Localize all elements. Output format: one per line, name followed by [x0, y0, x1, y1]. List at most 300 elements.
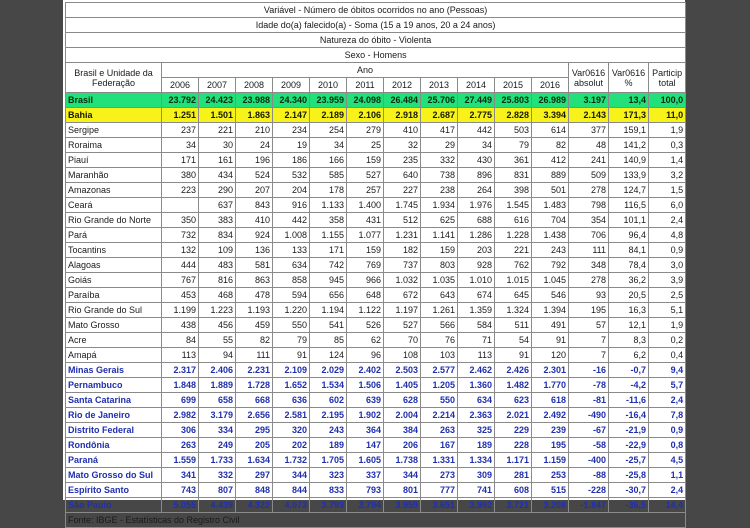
value-cell: 281 [495, 468, 532, 483]
value-cell: 29 [421, 138, 458, 153]
value-cell: 699 [162, 393, 199, 408]
value-cell: 221 [495, 243, 532, 258]
value-cell: 3.794 [347, 498, 384, 513]
var-absolute-header: Var0616 absolut [569, 63, 609, 93]
value-cell: 1.193 [236, 303, 273, 318]
value-cell: 1.261 [421, 303, 458, 318]
var-absolute-cell: -88 [569, 468, 609, 483]
region-name-cell: Santa Catarina [66, 393, 162, 408]
value-cell: 332 [199, 468, 236, 483]
value-cell: 171 [162, 153, 199, 168]
value-cell: 616 [495, 213, 532, 228]
value-cell: 1.506 [347, 378, 384, 393]
participation-cell: 7,8 [649, 408, 686, 423]
value-cell: 383 [199, 213, 236, 228]
value-cell: 91 [532, 333, 569, 348]
value-cell: 566 [421, 318, 458, 333]
value-cell: 297 [236, 468, 273, 483]
var-absolute-cell: -67 [569, 423, 609, 438]
value-cell: 1.251 [162, 108, 199, 123]
value-cell: 737 [384, 258, 421, 273]
table-row [66, 363, 686, 378]
value-cell: 2.106 [347, 108, 384, 123]
value-cell: 228 [495, 438, 532, 453]
value-cell: 237 [162, 123, 199, 138]
value-cell: 640 [384, 168, 421, 183]
table-row [66, 453, 686, 468]
var-percent-cell: -22,9 [609, 438, 649, 453]
var-percent-cell: 12,1 [609, 318, 649, 333]
var-percent-cell: 96,4 [609, 228, 649, 243]
var-absolute-cell: -400 [569, 453, 609, 468]
value-cell: 62 [347, 333, 384, 348]
value-cell: 478 [236, 288, 273, 303]
value-cell: 858 [273, 273, 310, 288]
participation-cell: 2,4 [649, 393, 686, 408]
value-cell: 1.605 [347, 453, 384, 468]
value-cell: 2.363 [458, 408, 495, 423]
region-name-cell: Pará [66, 228, 162, 243]
value-cell: 136 [236, 243, 273, 258]
value-cell: 195 [532, 438, 569, 453]
value-cell: 320 [273, 423, 310, 438]
value-cell: 24.423 [199, 93, 236, 108]
participation-cell: 2,5 [649, 288, 686, 303]
participation-cell: 11,0 [649, 108, 686, 123]
region-name-cell: Mato Grosso [66, 318, 162, 333]
value-cell: 1.634 [236, 453, 273, 468]
region-name-cell: Espírito Santo [66, 483, 162, 498]
value-cell: 2.109 [273, 363, 310, 378]
value-cell: 1.889 [199, 378, 236, 393]
table-row [66, 198, 686, 213]
value-cell: 658 [199, 393, 236, 408]
value-cell: 178 [310, 183, 347, 198]
value-cell: 618 [532, 393, 569, 408]
value-cell: 1.141 [421, 228, 458, 243]
value-cell: 1.770 [532, 378, 569, 393]
value-cell: 532 [273, 168, 310, 183]
title-age: Idade do(a) falecido(a) - Soma (15 a 19 anos, 20 a 24 anos) [66, 18, 686, 33]
value-cell: 453 [162, 288, 199, 303]
value-cell: 103 [421, 348, 458, 363]
value-cell: 1.228 [495, 228, 532, 243]
value-cell: 1.032 [384, 273, 421, 288]
value-cell: 1.220 [273, 303, 310, 318]
participation-cell: 0,9 [649, 243, 686, 258]
value-cell: 243 [310, 423, 347, 438]
value-cell: 1.199 [162, 303, 199, 318]
region-name-cell: Goiás [66, 273, 162, 288]
var-percent-cell: 124,7 [609, 183, 649, 198]
value-cell: 1.331 [421, 453, 458, 468]
value-cell: 2.462 [458, 363, 495, 378]
value-cell: 550 [421, 393, 458, 408]
value-cell: 2.828 [495, 108, 532, 123]
var-percent-cell: 171,3 [609, 108, 649, 123]
value-cell: 253 [532, 468, 569, 483]
value-cell: 34 [162, 138, 199, 153]
value-cell: 608 [495, 483, 532, 498]
year-header-cell: 2010 [310, 78, 347, 93]
value-cell: 793 [347, 483, 384, 498]
value-cell: 166 [310, 153, 347, 168]
value-cell: 668 [236, 393, 273, 408]
value-cell: 636 [273, 393, 310, 408]
table-row [66, 468, 686, 483]
title-nature: Natureza do óbito - Violenta [66, 33, 686, 48]
value-cell: 459 [236, 318, 273, 333]
participation-cell: 3,9 [649, 273, 686, 288]
value-cell: 614 [532, 123, 569, 138]
value-cell: 442 [458, 123, 495, 138]
value-cell: 503 [495, 123, 532, 138]
value-cell: 2.503 [384, 363, 421, 378]
value-cell: 762 [495, 258, 532, 273]
value-cell: 132 [162, 243, 199, 258]
value-cell: 384 [384, 423, 421, 438]
value-cell: 1.286 [458, 228, 495, 243]
value-cell: 417 [421, 123, 458, 138]
var-absolute-cell: 241 [569, 153, 609, 168]
value-cell: 109 [199, 243, 236, 258]
var-percent-cell: -25,8 [609, 468, 649, 483]
value-cell: 1.324 [495, 303, 532, 318]
var-absolute-cell: 195 [569, 303, 609, 318]
table-row [66, 183, 686, 198]
var-percent-cell: 84,1 [609, 243, 649, 258]
year-header-cell: 2014 [458, 78, 495, 93]
participation-cell: 0,8 [649, 438, 686, 453]
region-name-cell: Mato Grosso do Sul [66, 468, 162, 483]
value-cell: 3.959 [384, 498, 421, 513]
participation-cell: 3,0 [649, 258, 686, 273]
region-name-cell: Amapá [66, 348, 162, 363]
value-cell: 625 [421, 213, 458, 228]
var-absolute-cell: 93 [569, 288, 609, 303]
var-absolute-cell: 348 [569, 258, 609, 273]
value-cell: 1.010 [458, 273, 495, 288]
value-cell: 205 [236, 438, 273, 453]
table-row [66, 408, 686, 423]
value-cell: 1.534 [310, 378, 347, 393]
table-row [66, 438, 686, 453]
value-cell: 491 [532, 318, 569, 333]
value-cell: 79 [273, 333, 310, 348]
participation-header: Particip total [649, 63, 686, 93]
var-percent-cell: 116,5 [609, 198, 649, 213]
region-name-cell: Piauí [66, 153, 162, 168]
value-cell: 1.205 [421, 378, 458, 393]
value-cell: 777 [421, 483, 458, 498]
var-absolute-cell: 57 [569, 318, 609, 333]
value-cell: 431 [347, 213, 384, 228]
region-header: Brasil e Unidade da Federação [66, 63, 162, 93]
table-row [66, 378, 686, 393]
value-cell: 159 [347, 153, 384, 168]
value-cell: 70 [384, 333, 421, 348]
var-percent-cell: -16,4 [609, 408, 649, 423]
table-row [66, 423, 686, 438]
value-cell: 306 [162, 423, 199, 438]
value-cell: 2.775 [458, 108, 495, 123]
value-cell: 1.400 [347, 198, 384, 213]
value-cell: 672 [384, 288, 421, 303]
value-cell: 546 [532, 288, 569, 303]
value-cell: 108 [384, 348, 421, 363]
var-percent-header: Var0616 % [609, 63, 649, 93]
value-cell: 2.189 [310, 108, 347, 123]
var-absolute-cell: 354 [569, 213, 609, 228]
value-cell: 79 [495, 138, 532, 153]
value-cell: 167 [421, 438, 458, 453]
value-cell: 1.159 [532, 453, 569, 468]
value-cell: 364 [347, 423, 384, 438]
value-cell: 341 [162, 468, 199, 483]
value-cell: 249 [199, 438, 236, 453]
value-cell: 1.934 [421, 198, 458, 213]
region-name-cell: Tocantins [66, 243, 162, 258]
region-name-cell: Bahia [66, 108, 162, 123]
table-row [66, 243, 686, 258]
value-cell: 1.652 [273, 378, 310, 393]
participation-cell: 9,4 [649, 363, 686, 378]
value-cell: 264 [458, 183, 495, 198]
value-cell: 239 [532, 423, 569, 438]
value-cell: 295 [236, 423, 273, 438]
value-cell: 210 [236, 123, 273, 138]
value-cell: 526 [347, 318, 384, 333]
value-cell: 2.656 [236, 408, 273, 423]
var-absolute-cell: 48 [569, 138, 609, 153]
participation-cell: 1,9 [649, 123, 686, 138]
value-cell: 189 [310, 438, 347, 453]
value-cell: 1.008 [273, 228, 310, 243]
value-cell: 2.687 [421, 108, 458, 123]
value-cell: 113 [162, 348, 199, 363]
value-cell: 1.745 [384, 198, 421, 213]
value-cell: 2.426 [495, 363, 532, 378]
value-cell: 585 [310, 168, 347, 183]
value-cell: 602 [310, 393, 347, 408]
value-cell: 643 [421, 288, 458, 303]
value-cell: 792 [532, 258, 569, 273]
value-cell: 831 [495, 168, 532, 183]
value-cell: 91 [273, 348, 310, 363]
value-cell: 889 [532, 168, 569, 183]
value-cell: 628 [384, 393, 421, 408]
value-cell: 639 [347, 393, 384, 408]
value-cell: 196 [236, 153, 273, 168]
participation-cell: 0,9 [649, 423, 686, 438]
var-percent-cell: -25,7 [609, 453, 649, 468]
participation-cell: 4,8 [649, 228, 686, 243]
var-absolute-cell: 7 [569, 348, 609, 363]
value-cell: 325 [458, 423, 495, 438]
value-cell: 527 [347, 168, 384, 183]
table-row [66, 123, 686, 138]
value-cell: 2.231 [236, 363, 273, 378]
value-cell [162, 198, 199, 213]
value-cell: 344 [384, 468, 421, 483]
value-cell: 1.733 [199, 453, 236, 468]
value-cell: 257 [347, 183, 384, 198]
table-row [66, 483, 686, 498]
value-cell: 2.317 [162, 363, 199, 378]
table-row [66, 288, 686, 303]
var-percent-cell: -4,2 [609, 378, 649, 393]
value-cell: 1.359 [458, 303, 495, 318]
value-cell: 263 [421, 423, 458, 438]
value-cell: 1.394 [532, 303, 569, 318]
var-absolute-cell: -16 [569, 363, 609, 378]
value-cell: 23.792 [162, 93, 199, 108]
var-absolute-cell: -81 [569, 393, 609, 408]
value-cell: 704 [532, 213, 569, 228]
value-cell: 3.793 [310, 498, 347, 513]
value-cell: 71 [458, 333, 495, 348]
value-cell: 2.214 [421, 408, 458, 423]
value-cell: 94 [199, 348, 236, 363]
region-name-cell: Paraíba [66, 288, 162, 303]
region-name-cell: Rio Grande do Sul [66, 303, 162, 318]
table-row [66, 318, 686, 333]
value-cell: 3.208 [532, 498, 569, 513]
value-cell: 204 [273, 183, 310, 198]
value-cell: 1.405 [384, 378, 421, 393]
value-cell: 82 [236, 333, 273, 348]
value-cell: 438 [162, 318, 199, 333]
value-cell: 623 [495, 393, 532, 408]
value-cell: 1.732 [273, 453, 310, 468]
value-cell: 124 [310, 348, 347, 363]
var-percent-cell: 16,3 [609, 303, 649, 318]
year-header-cell: 2009 [273, 78, 310, 93]
value-cell: 2.021 [495, 408, 532, 423]
year-header-cell: 2016 [532, 78, 569, 93]
region-name-cell: Distrito Federal [66, 423, 162, 438]
value-cell: 1.077 [347, 228, 384, 243]
value-cell: 1.334 [458, 453, 495, 468]
var-percent-cell: 133,9 [609, 168, 649, 183]
value-cell: 2.577 [421, 363, 458, 378]
value-cell: 2.195 [310, 408, 347, 423]
value-cell: 2.147 [273, 108, 310, 123]
region-name-cell: Ceará [66, 198, 162, 213]
value-cell: 159 [421, 243, 458, 258]
value-cell: 1.231 [384, 228, 421, 243]
value-cell: 186 [273, 153, 310, 168]
value-cell: 34 [310, 138, 347, 153]
var-percent-cell: 141,2 [609, 138, 649, 153]
value-cell: 1.483 [532, 198, 569, 213]
table-row [66, 168, 686, 183]
value-cell: 229 [495, 423, 532, 438]
year-header-cell: 2006 [162, 78, 199, 93]
region-name-cell: Maranhão [66, 168, 162, 183]
value-cell: 273 [421, 468, 458, 483]
value-cell: 634 [273, 258, 310, 273]
var-percent-cell: -30,7 [609, 483, 649, 498]
value-cell: 203 [458, 243, 495, 258]
value-cell: 221 [199, 123, 236, 138]
var-absolute-cell: -1.847 [569, 498, 609, 513]
year-header-cell: 2015 [495, 78, 532, 93]
value-cell: 410 [384, 123, 421, 138]
participation-cell: 6,0 [649, 198, 686, 213]
value-cell: 161 [199, 153, 236, 168]
var-percent-cell: 6,2 [609, 348, 649, 363]
value-cell: 807 [199, 483, 236, 498]
value-cell: 54 [495, 333, 532, 348]
value-cell: 674 [458, 288, 495, 303]
value-cell: 656 [310, 288, 347, 303]
value-cell: 82 [532, 138, 569, 153]
var-percent-cell: -36,5 [609, 498, 649, 513]
value-cell: 2.402 [347, 363, 384, 378]
value-cell: 147 [347, 438, 384, 453]
value-cell: 1.015 [495, 273, 532, 288]
value-cell: 380 [162, 168, 199, 183]
value-cell: 896 [458, 168, 495, 183]
participation-cell: 2,4 [649, 483, 686, 498]
value-cell: 182 [384, 243, 421, 258]
value-cell: 2.918 [384, 108, 421, 123]
value-cell: 398 [495, 183, 532, 198]
var-percent-cell: 13,4 [609, 93, 649, 108]
value-cell: 3.721 [495, 498, 532, 513]
value-cell: 113 [458, 348, 495, 363]
var-absolute-cell: -78 [569, 378, 609, 393]
value-cell: 456 [199, 318, 236, 333]
value-cell: 483 [199, 258, 236, 273]
value-cell: 844 [273, 483, 310, 498]
var-percent-cell: -0,7 [609, 363, 649, 378]
region-name-cell: Amazonas [66, 183, 162, 198]
value-cell: 1.122 [347, 303, 384, 318]
value-cell: 263 [162, 438, 199, 453]
value-cell: 23.988 [236, 93, 273, 108]
participation-cell: 0,4 [649, 348, 686, 363]
value-cell: 332 [421, 153, 458, 168]
var-absolute-cell: -228 [569, 483, 609, 498]
value-cell: 91 [495, 348, 532, 363]
table-row [66, 108, 686, 123]
value-cell: 23.959 [310, 93, 347, 108]
value-cell: 688 [458, 213, 495, 228]
region-name-cell: Minas Gerais [66, 363, 162, 378]
value-cell: 511 [495, 318, 532, 333]
table-row [66, 348, 686, 363]
value-cell: 916 [273, 198, 310, 213]
var-percent-cell: -21,9 [609, 423, 649, 438]
value-cell: 25.803 [495, 93, 532, 108]
value-cell: 235 [384, 153, 421, 168]
region-name-cell: Roraima [66, 138, 162, 153]
value-cell: 434 [199, 168, 236, 183]
value-cell: 924 [236, 228, 273, 243]
value-cell: 1.863 [236, 108, 273, 123]
value-cell: 84 [162, 333, 199, 348]
table-row [66, 333, 686, 348]
value-cell: 358 [310, 213, 347, 228]
value-cell: 243 [532, 243, 569, 258]
value-cell: 515 [532, 483, 569, 498]
value-cell: 159 [347, 243, 384, 258]
value-cell: 834 [199, 228, 236, 243]
region-name-cell: Rio de Janeiro [66, 408, 162, 423]
var-absolute-cell: 7 [569, 333, 609, 348]
